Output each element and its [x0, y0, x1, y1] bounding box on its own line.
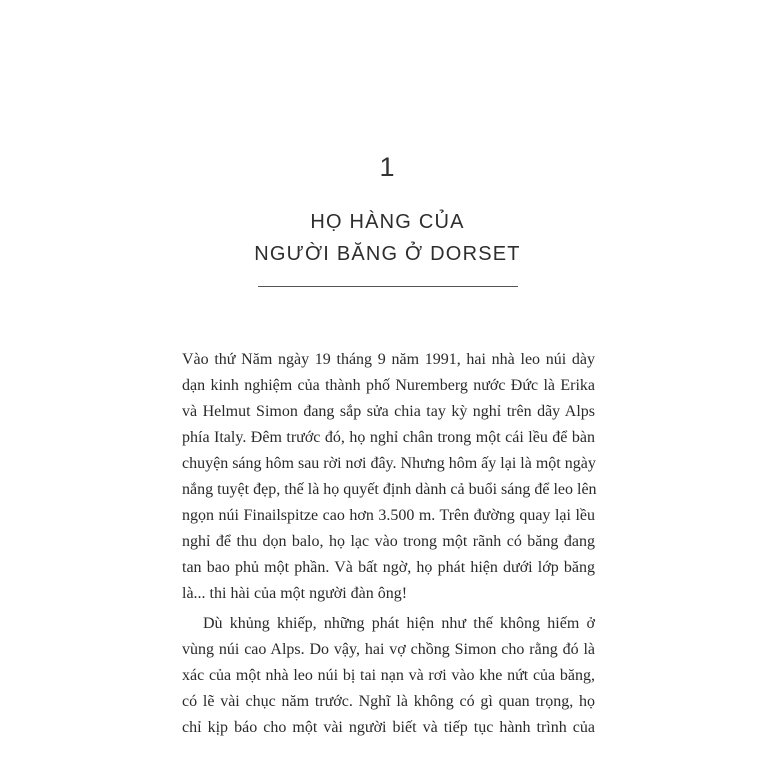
text-line: dạn kinh nghiệm của thành phố Nuremberg nước Đức là Erika: [182, 377, 595, 394]
text-line: và Helmut Simon đang sắp sửa chia tay kỳ nghỉ trên dãy Alps: [182, 403, 595, 420]
text-line: nghỉ để thu dọn balo, họ lạc vào trong một rãnh có băng đang: [182, 533, 595, 550]
text-line: phía Italy. Đêm trước đó, họ nghỉ chân trong một cái lều để bàn: [182, 429, 595, 446]
text-line: có lẽ vài chục năm trước. Nghĩ là không có gì quan trọng, họ: [182, 693, 595, 710]
paragraph-2: [182, 611, 595, 741]
paragraph-1: [182, 347, 595, 607]
text-line: chuyện sáng hôm sau rời nơi đây. Nhưng hôm ấy lại là một ngày: [182, 455, 596, 472]
text-line: tan bao phủ một phần. Và bất ngờ, họ phát hiện dưới lớp băng: [182, 559, 595, 576]
text-line: chỉ kịp báo cho một vài người biết và tiếp tục hành trình của: [182, 719, 595, 736]
title-divider: [258, 286, 518, 287]
text-line: Dù khủng khiếp, những phát hiện như thế không hiếm ở: [203, 615, 595, 632]
chapter-title: [0, 206, 775, 270]
text-line: Vào thứ Năm ngày 19 tháng 9 năm 1991, hai nhà leo núi dày: [182, 351, 595, 368]
text-line: xác của một nhà leo núi bị tai nạn và rơi vào khe nứt của băng,: [182, 667, 595, 684]
text-line: nắng tuyệt đẹp, thế là họ quyết định dành cả buổi sáng để leo lên: [182, 481, 597, 498]
text-line: vùng núi cao Alps. Do vậy, hai vợ chồng Simon cho rằng đó là: [182, 641, 595, 658]
chapter-title-line-1: HỌ HÀNG CỦA: [310, 211, 465, 233]
chapter-number: 1: [379, 152, 396, 182]
body-text: [182, 347, 595, 741]
text-line: ngọn núi Finailspitze cao hơn 3.500 m. Trên đường quay lại lều: [182, 507, 595, 524]
chapter-title-line-2: NGƯỜI BĂNG Ở DORSET: [254, 243, 521, 265]
text-line: là... thi hài của một người đàn ông!: [182, 585, 408, 602]
